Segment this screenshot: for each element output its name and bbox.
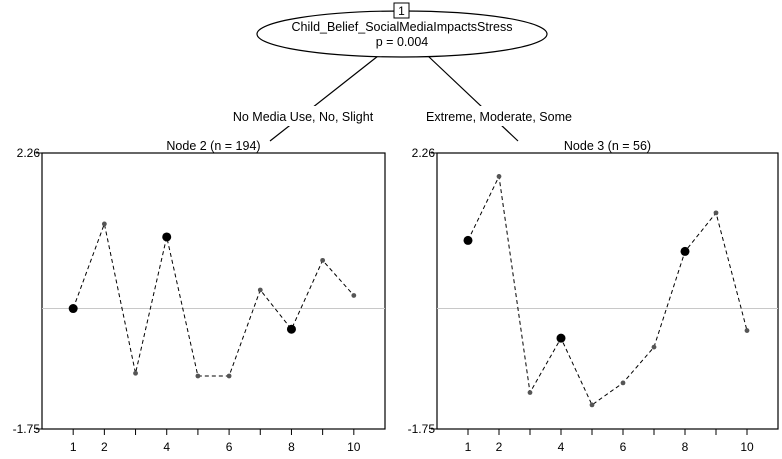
- x-tick-label: 10: [740, 440, 754, 454]
- panel-frame: [42, 153, 385, 429]
- panel-frame: [437, 153, 778, 429]
- data-point: [497, 174, 502, 179]
- edge-right-label: Extreme, Moderate, Some: [426, 110, 572, 124]
- node-panel-3: [408, 139, 778, 454]
- data-point: [652, 345, 657, 350]
- highlighted-point: [557, 334, 566, 343]
- data-point: [196, 374, 201, 379]
- x-tick-label: 4: [557, 440, 565, 454]
- y-tick-label: -1.75: [407, 422, 435, 436]
- edge-right-line: [428, 56, 518, 141]
- highlighted-point: [287, 325, 296, 334]
- highlighted-point: [464, 236, 473, 245]
- x-tick-label: 1: [464, 440, 472, 454]
- highlighted-point: [681, 247, 690, 256]
- x-tick-label: 1: [69, 440, 77, 454]
- y-tick-label: -1.75: [12, 422, 40, 436]
- x-tick-label: 6: [619, 440, 627, 454]
- series-line: [468, 176, 747, 405]
- highlighted-point: [69, 304, 78, 313]
- edge-left-label: No Media Use, No, Slight: [232, 110, 374, 124]
- data-point: [590, 403, 595, 408]
- data-point: [714, 210, 719, 215]
- y-tick-label: 2.26: [411, 146, 435, 160]
- y-tick-label: 2.26: [16, 146, 40, 160]
- x-tick-label: 10: [347, 440, 361, 454]
- data-point: [745, 328, 750, 333]
- x-tick-label: 4: [163, 440, 171, 454]
- panel-title: Node 3 (n = 56): [563, 139, 652, 153]
- root-node-id: 1: [398, 4, 405, 18]
- data-point: [227, 374, 232, 379]
- highlighted-point: [162, 232, 171, 241]
- data-point: [133, 371, 138, 376]
- x-tick-label: 2: [495, 440, 503, 454]
- data-point: [351, 293, 356, 298]
- root-node-variable: Child_Belief_SocialMediaImpactsStress: [291, 20, 513, 34]
- data-point: [102, 221, 107, 226]
- data-point: [621, 380, 626, 385]
- data-point: [258, 288, 263, 293]
- panel-title: Node 2 (n = 194): [166, 139, 261, 153]
- edge-left-line: [270, 56, 378, 141]
- root-node-p-value: p = 0.004: [375, 35, 429, 49]
- series-line: [73, 224, 354, 376]
- node-panel-2: [13, 139, 385, 454]
- x-tick-label: 8: [681, 440, 689, 454]
- x-tick-label: 2: [101, 440, 108, 454]
- x-tick-label: 6: [225, 440, 233, 454]
- data-point: [528, 390, 533, 395]
- x-tick-label: 8: [288, 440, 295, 454]
- data-point: [320, 258, 325, 263]
